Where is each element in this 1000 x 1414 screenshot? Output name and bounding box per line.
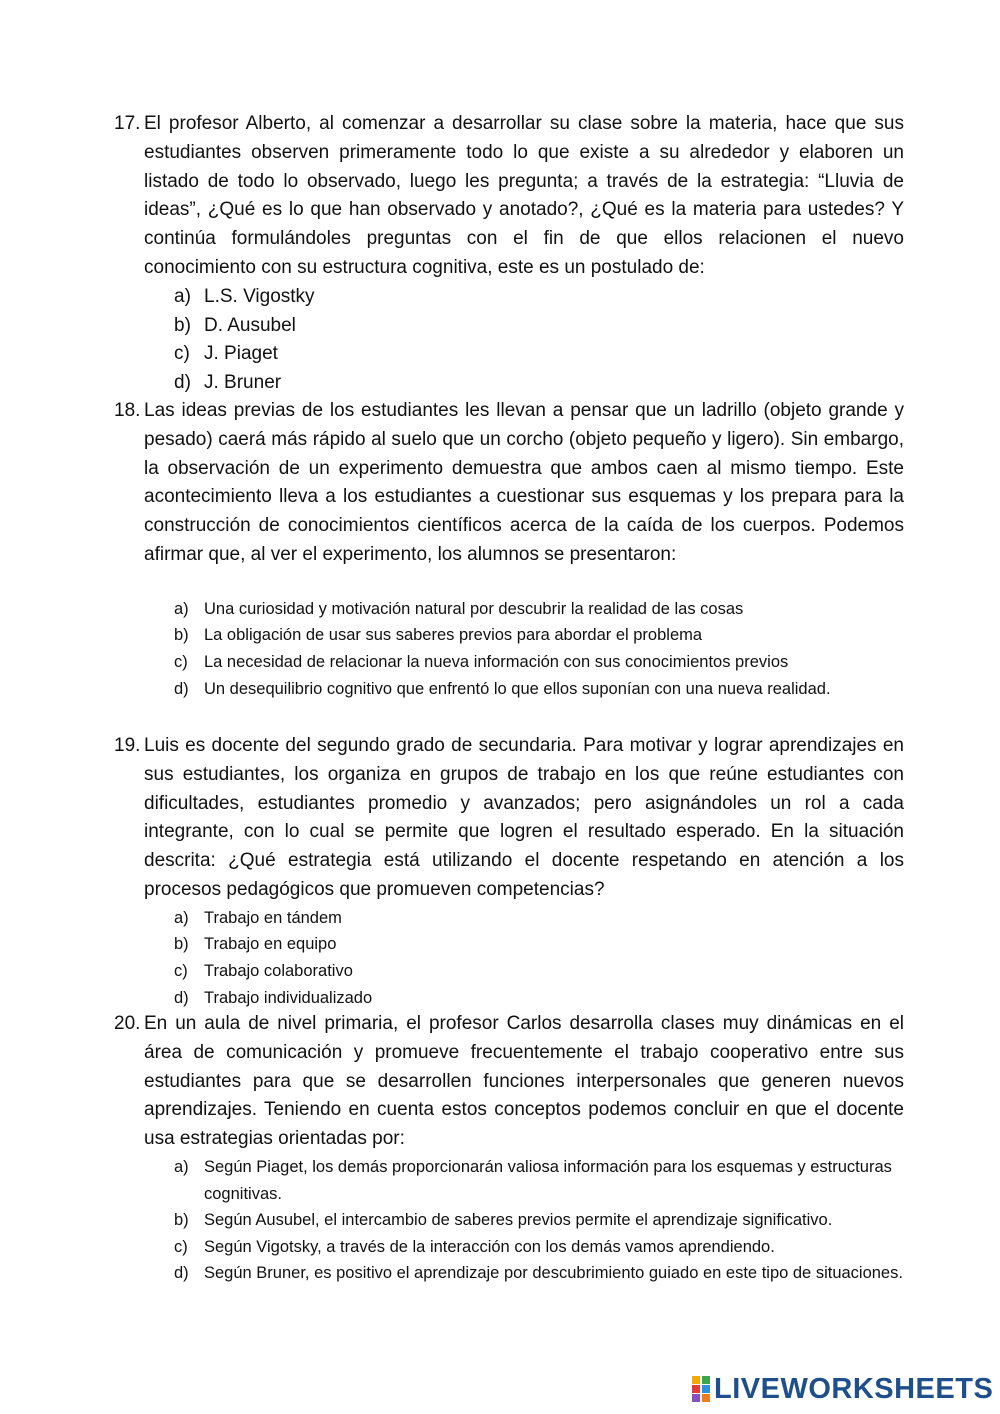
option-letter: a) — [174, 1157, 189, 1176]
option-text: Trabajo en tándem — [204, 908, 342, 927]
option-letter: a) — [174, 908, 189, 927]
question-text: Las ideas previas de los estudiantes les llevan a pensar que un ladrillo (objeto grande y pesado) caerá más rápido al suelo que un corcho (objeto pequeño y ligero). Sin embargo, la observación de un experimento demuestra que ambos caen al mismo tiempo. Este acontecimiento lleva a los estudiantes a cuestionar sus esquemas y los prepara para la construcción de conocimientos científicos acerca de la caída de los cuerpos. Podemos afirmar que, al ver el experimento, los alumnos se presentaron: — [144, 400, 904, 565]
option-letter: c) — [174, 343, 190, 365]
option-d[interactable] — [174, 676, 904, 703]
option-letter: d) — [174, 988, 189, 1007]
option-d[interactable] — [174, 1260, 904, 1287]
option-c[interactable] — [174, 649, 904, 676]
question-20 — [114, 1010, 904, 1287]
options-list — [174, 596, 904, 702]
option-text: Un desequilibrio cognitivo que enfrentó lo que ellos suponían con una nueva realidad. — [204, 679, 831, 698]
question-number: 19. — [114, 735, 141, 756]
option-letter: a) — [174, 599, 189, 618]
question-number: 20. — [114, 1013, 141, 1034]
option-letter: a) — [174, 285, 191, 307]
option-c[interactable] — [174, 340, 904, 369]
options-list — [174, 905, 904, 1011]
question-number: 18. — [114, 400, 141, 421]
option-text: Trabajo individualizado — [204, 988, 373, 1007]
liveworksheets-logo-icon — [692, 1376, 710, 1402]
option-a[interactable] — [174, 1154, 904, 1207]
question-19 — [114, 732, 904, 1011]
option-text: J. Piaget — [204, 343, 278, 365]
option-letter: c) — [174, 652, 188, 671]
question-17 — [114, 110, 904, 398]
option-b[interactable] — [174, 312, 904, 341]
option-letter: c) — [174, 1237, 188, 1256]
question-number: 17. — [114, 113, 141, 134]
option-b[interactable] — [174, 622, 904, 649]
options-list — [174, 283, 904, 398]
option-letter: b) — [174, 1211, 189, 1230]
option-a[interactable] — [174, 283, 904, 312]
option-text: Trabajo en equipo — [204, 935, 337, 954]
option-text: La necesidad de relacionar la nueva información con sus conocimientos previos — [204, 652, 789, 671]
option-letter: d) — [174, 1264, 189, 1283]
options-list — [174, 1154, 904, 1287]
option-letter: b) — [174, 314, 191, 336]
logo-text: LIVEWORKSHEETS — [714, 1373, 994, 1405]
option-letter: b) — [174, 935, 189, 954]
question-text: Luis es docente del segundo grado de secundaria. Para motivar y lograr aprendizajes en sus estudiantes, los organiza en grupos de trabajo en los que reúne estudiantes con dificultades, estudiantes promedio y avanzados; pero asignándoles un rol a cada integrante, con lo cual se permite que logren el resultado esperado. En la situación descrita: ¿Qué estrategia está utilizando el docente respetando en atención a los procesos pedagógicos que promueven competencias? — [144, 735, 904, 900]
option-letter: b) — [174, 626, 189, 645]
option-d[interactable] — [174, 369, 904, 398]
question-text: El profesor Alberto, al comenzar a desarrollar su clase sobre la materia, hace que sus estudiantes observen primeramente todo lo que existe a su alrededor y elaboren un listado de todo lo observado, luego les pregunta; a través de la estrategia: “Lluvia de ideas”, ¿Qué es lo que han observado y anotado?, ¿Qué es la materia para ustedes? Y continúa formulándoles preguntas con el fin de que ellos relacionen el nuevo conocimiento con su estructura cognitiva, este es un postulado de: — [144, 113, 904, 278]
option-text: J. Bruner — [204, 372, 282, 394]
option-text: Trabajo colaborativo — [204, 961, 353, 980]
option-text: Según Piaget, los demás proporcionarán valiosa información para los esquemas y estructuras cognitivas. — [204, 1157, 892, 1203]
question-text: En un aula de nivel primaria, el profesor Carlos desarrolla clases muy dinámicas en el área de comunicación y promueve frecuentemente el trabajo cooperativo entre sus estudiantes para que se desarrollen funciones interpersonales que generen nuevos aprendizajes. Teniendo en cuenta estos conceptos podemos concluir en que el docente usa estrategias orientadas por: — [144, 1013, 904, 1150]
option-letter: d) — [174, 372, 191, 394]
option-b[interactable] — [174, 1207, 904, 1234]
question-18 — [114, 397, 904, 702]
option-text: Según Vigotsky, a través de la interacción con los demás vamos aprendiendo. — [204, 1237, 775, 1256]
option-a[interactable] — [174, 905, 904, 932]
option-text: La obligación de usar sus saberes previos para abordar el problema — [204, 626, 703, 645]
option-a[interactable] — [174, 596, 904, 623]
option-text: D. Ausubel — [204, 314, 296, 336]
option-c[interactable] — [174, 1234, 904, 1261]
option-text: L.S. Vigostky — [204, 285, 315, 307]
option-letter: d) — [174, 679, 189, 698]
option-c[interactable] — [174, 958, 904, 985]
option-letter: c) — [174, 961, 188, 980]
option-text: Una curiosidad y motivación natural por descubrir la realidad de las cosas — [204, 599, 744, 618]
option-text: Según Ausubel, el intercambio de saberes previos permite el aprendizaje significativo. — [204, 1211, 833, 1230]
liveworksheets-logo — [692, 1374, 993, 1404]
option-text: Según Bruner, es positivo el aprendizaje por descubrimiento guiado en este tipo de situaciones. — [204, 1264, 903, 1283]
option-d[interactable] — [174, 985, 904, 1012]
option-b[interactable] — [174, 931, 904, 958]
